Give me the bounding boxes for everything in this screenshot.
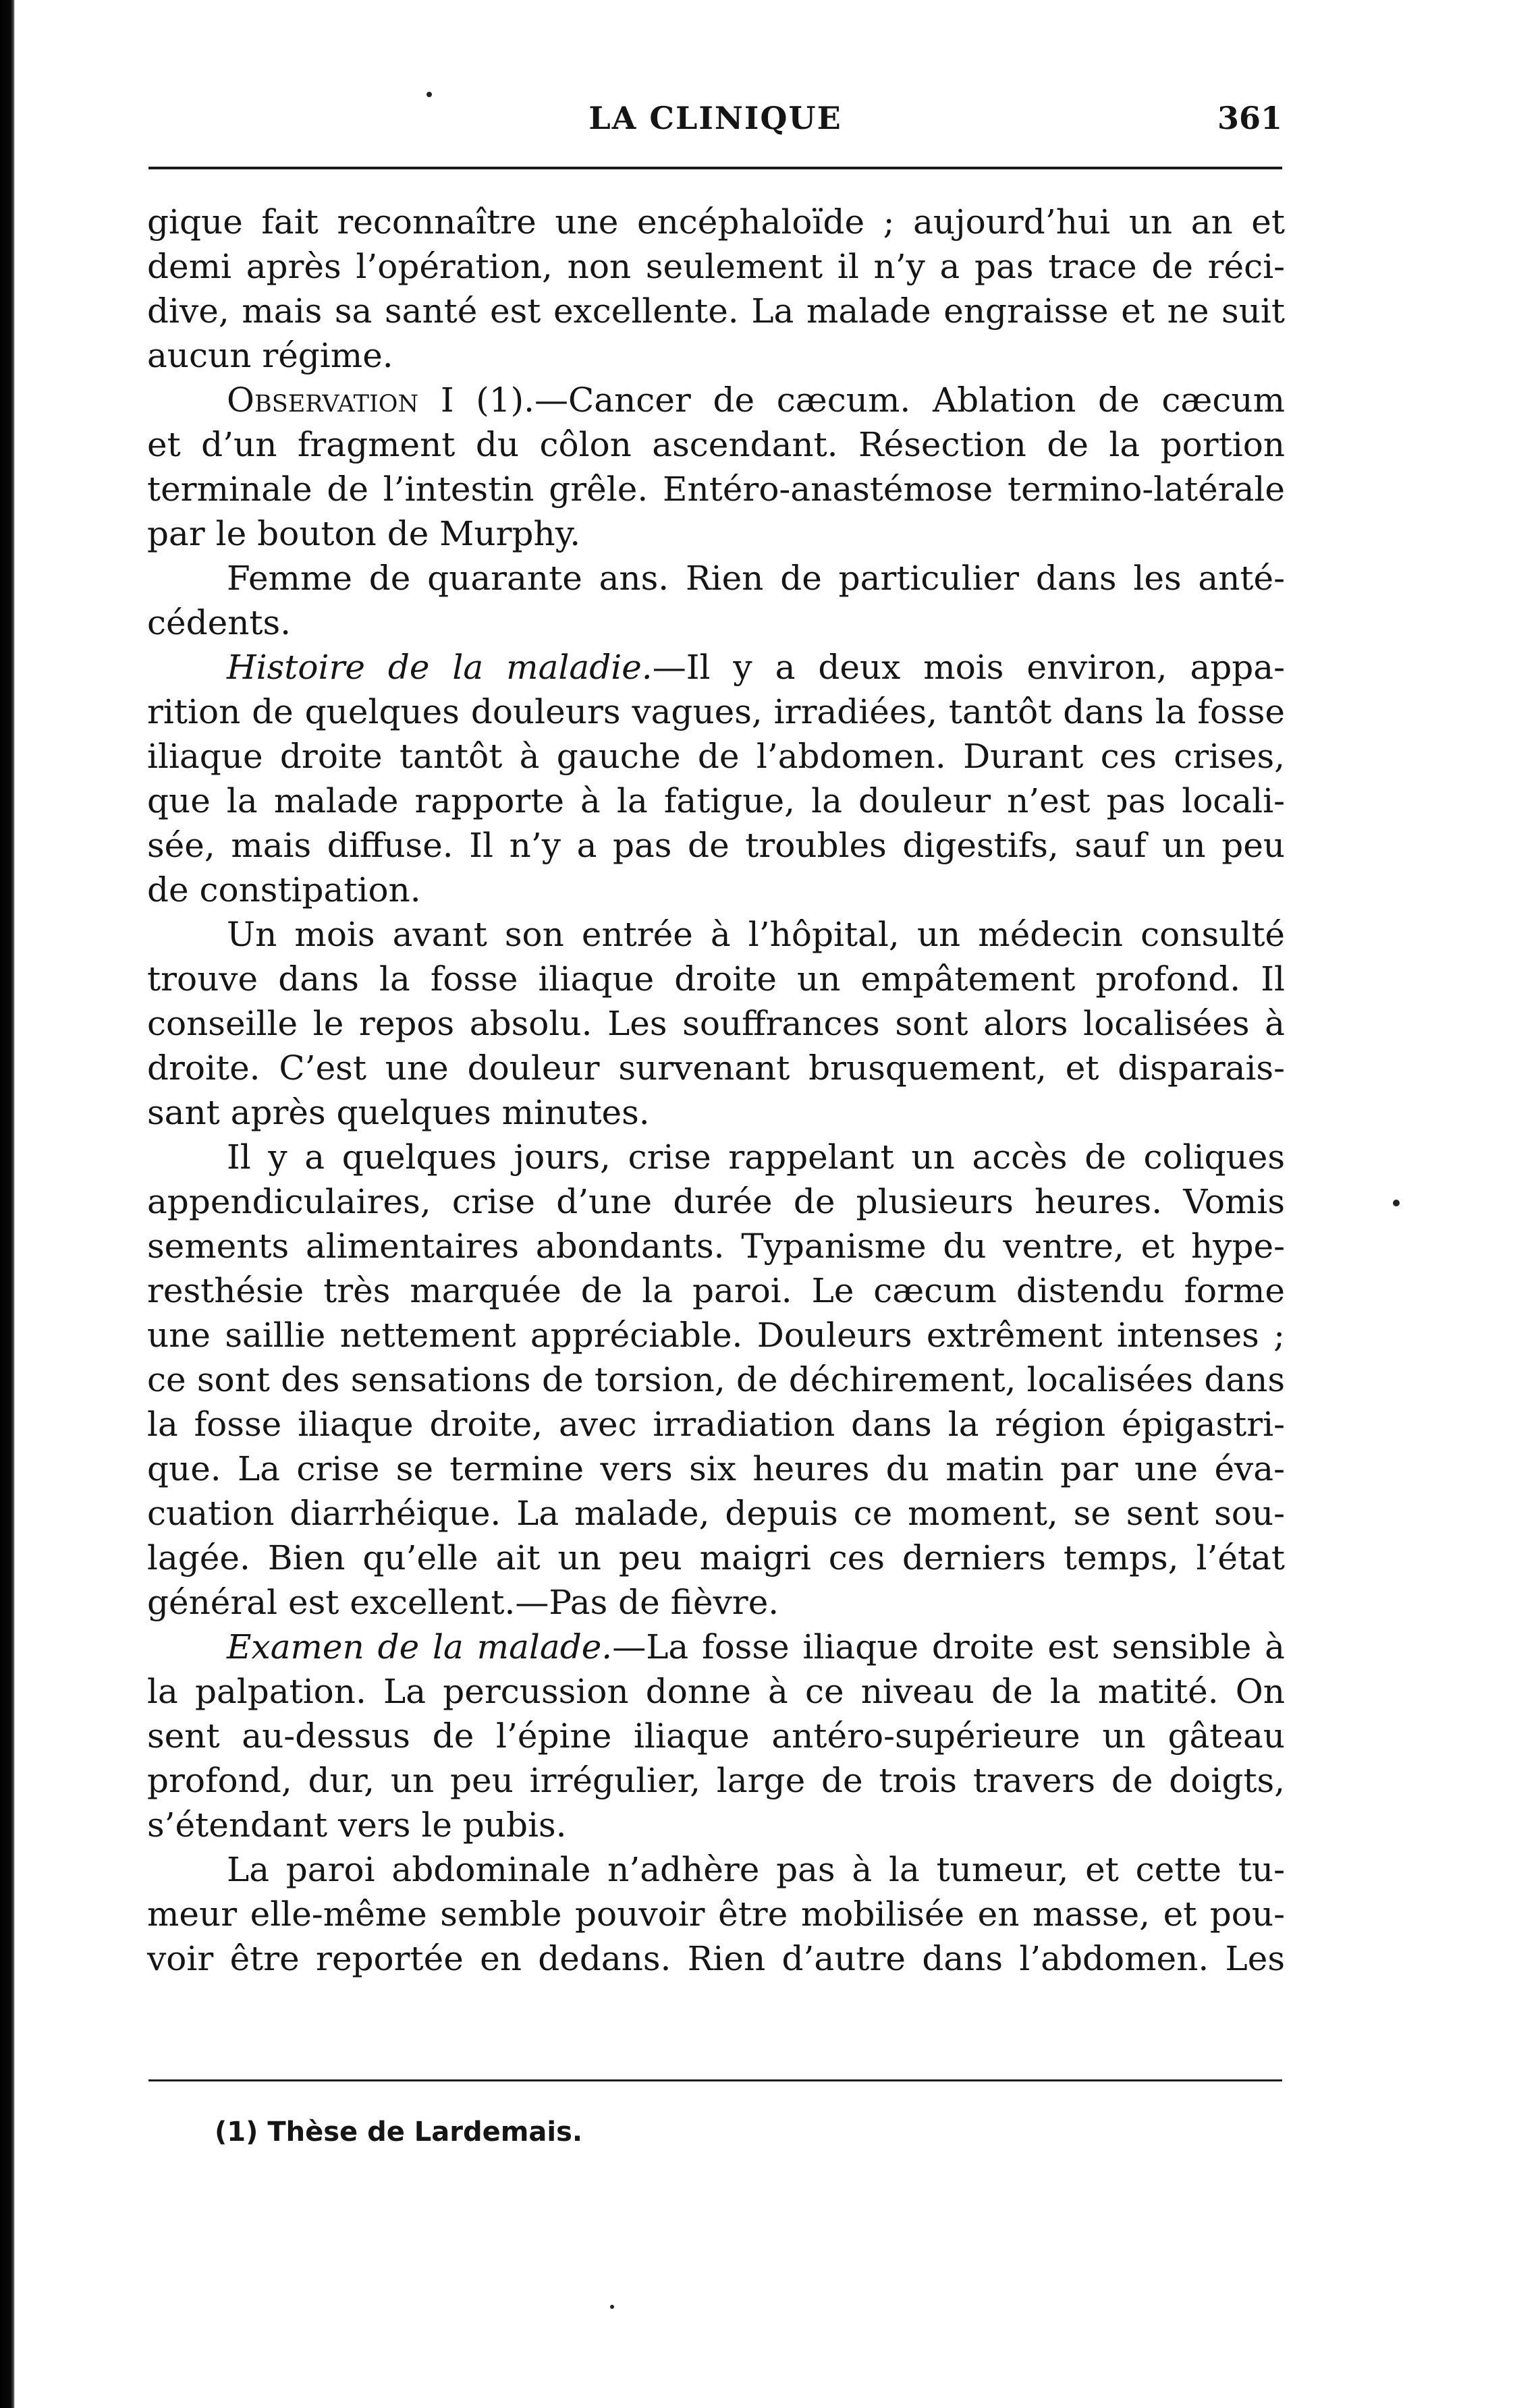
- text-line: appendiculaires, crise d’une durée de plusieurs heures. Vomis: [147, 1182, 1285, 1221]
- exam-heading-line: [147, 1625, 1285, 1669]
- observation-heading-line: [147, 378, 1285, 422]
- history-heading: Histoire de la maladie.: [227, 648, 653, 687]
- observation-label: Observation: [227, 381, 419, 420]
- text-line: trouve dans la fosse iliaque droite un empâtement profond. Il: [147, 959, 1285, 999]
- text-line: lagée. Bien qu’elle ait un peu maigri ces derniers temps, l’état: [147, 1538, 1285, 1577]
- text-line: par le bouton de Murphy.: [147, 514, 581, 553]
- history-heading-line: [147, 645, 1285, 690]
- footnote: (1) Thèse de Lardemais.: [215, 2117, 583, 2148]
- text-line: Il y a quelques jours, crise rappelant un accès de coliques: [227, 1138, 1285, 1177]
- footnote-rule: [148, 2079, 1282, 2081]
- text-line: droite. C’est une douleur survenant brusquement, et disparais-: [147, 1048, 1285, 1088]
- text-line: dive, mais sa santé est excellente. La malade engraisse et ne suit: [147, 291, 1285, 331]
- text-line: La paroi abdominale n’adhère pas à la tumeur, et cette tu-: [227, 1850, 1285, 1889]
- text-line: demi après l’opération, non seulement il n’y a pas trace de réci-: [147, 247, 1285, 286]
- text-line: gique fait reconnaître une encéphaloïde ; aujourd’hui un an et: [147, 202, 1285, 242]
- observation-title: I (1).—Cancer de cæcum. Ablation de cæcum: [418, 381, 1285, 420]
- text-line: resthésie très marquée de la paroi. Le cæcum distendu forme: [147, 1271, 1285, 1310]
- text-line: iliaque droite tantôt à gauche de l’abdomen. Durant ces crises,: [147, 737, 1285, 776]
- text-line: terminale de l’intestin grêle. Entéro-anastémose termino-latérale: [147, 470, 1285, 509]
- text-line: général est excellent.—Pas de fièvre.: [147, 1583, 779, 1622]
- body-text: [147, 200, 1285, 1981]
- ink-speck: [610, 2305, 614, 2309]
- text-line: une saillie nettement appréciable. Douleurs extrêment intenses ;: [147, 1316, 1285, 1355]
- text-line: profond, dur, un peu irrégulier, large de trois travers de doigts,: [147, 1761, 1285, 1800]
- ink-speck: [427, 92, 432, 97]
- text-line: sant après quelques minutes.: [147, 1093, 650, 1132]
- text-line: voir être reportée en dedans. Rien d’autre dans l’abdomen. Les: [147, 1939, 1285, 1978]
- text-line: meur elle-même semble pouvoir être mobilisée en masse, et pou-: [147, 1895, 1285, 1934]
- exam-heading: Examen de la malade.: [227, 1627, 613, 1667]
- text-line: rition de quelques douleurs vagues, irradiées, tantôt dans la fosse: [147, 692, 1285, 731]
- text-line: s’étendant vers le pubis.: [147, 1805, 567, 1845]
- text-line: la fosse iliaque droite, avec irradiation dans la région épigastri-: [147, 1405, 1285, 1444]
- text-line: sée, mais diffuse. Il n’y a pas de troubles digestifs, sauf un peu: [147, 826, 1285, 865]
- ink-speck: [1393, 1200, 1400, 1206]
- text-line: ce sont des sensations de torsion, de déchirement, localisées dans: [147, 1360, 1285, 1399]
- text-line: Un mois avant son entrée à l’hôpital, un médecin consulté: [227, 915, 1285, 954]
- exam-text: —La fosse iliaque droite est sensible à: [612, 1627, 1285, 1667]
- text-line: cuation diarrhéique. La malade, depuis ce moment, se sent sou-: [147, 1494, 1285, 1533]
- text-line: Femme de quarante ans. Rien de particulier dans les anté-: [227, 559, 1285, 598]
- text-line: et d’un fragment du côlon ascendant. Résection de la portion: [147, 425, 1285, 464]
- text-line: cédents.: [147, 603, 292, 642]
- header-rule: [148, 167, 1282, 169]
- page-number: 361: [1217, 100, 1282, 136]
- text-line: sements alimentaires abondants. Typanisme du ventre, et hype-: [147, 1227, 1285, 1266]
- text-line: la palpation. La percussion donne à ce niveau de la matité. On: [147, 1672, 1285, 1711]
- text-line: conseille le repos absolu. Les souffrances sont alors localisées à: [147, 1004, 1285, 1043]
- page-header: [148, 100, 1282, 140]
- scan-binding-edge: [0, 0, 15, 2408]
- text-line: aucun régime.: [147, 336, 393, 375]
- text-line: que la malade rapporte à la fatigue, la douleur n’est pas locali-: [147, 781, 1285, 820]
- text-line: que. La crise se termine vers six heures du matin par une éva-: [147, 1449, 1285, 1488]
- text-line: sent au-dessus de l’épine iliaque antéro-supérieure un gâteau: [147, 1716, 1285, 1756]
- history-text: —Il y a deux mois environ, appa-: [652, 648, 1286, 687]
- running-title: LA CLINIQUE: [588, 100, 842, 136]
- text-line: de constipation.: [147, 870, 421, 909]
